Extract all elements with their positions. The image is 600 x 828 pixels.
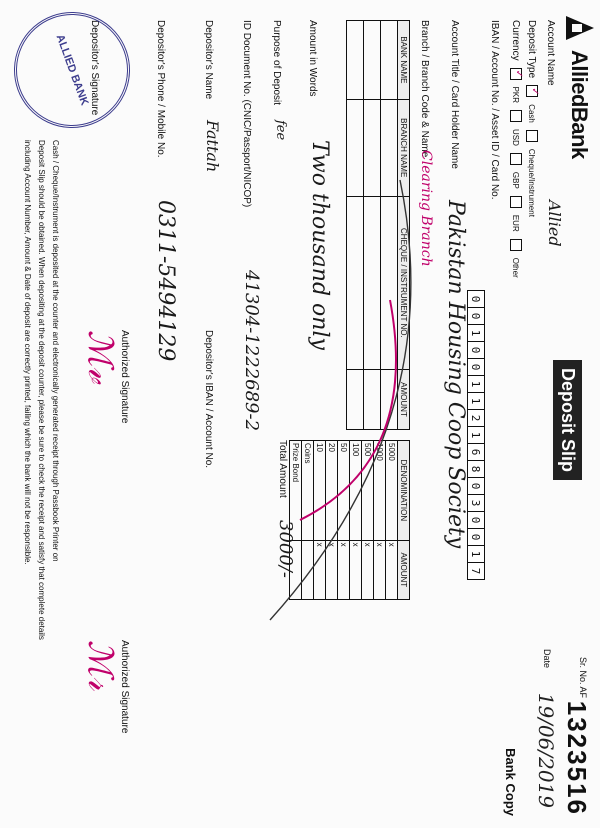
col-amount: AMOUNT bbox=[398, 370, 410, 430]
cnic-value: 41304-1222689-2 bbox=[241, 270, 262, 432]
footer-line-3: including Account Number, Amount & Date of deposit are correctly printed, failing which the bank will not be responsible. bbox=[23, 140, 32, 565]
deposit-option-cheque: Cheque/Instrument bbox=[527, 148, 537, 217]
iban-digit-box[interactable]: 1 bbox=[467, 426, 485, 444]
denomination-multiplier: x bbox=[362, 540, 374, 599]
denomination-note: Prize Bond bbox=[290, 441, 302, 541]
currency-option-usd: USD bbox=[511, 129, 521, 146]
denomination-multiplier: x bbox=[386, 540, 398, 599]
denomination-note: 500 bbox=[362, 441, 374, 541]
depositor-name-label: Depositor's Name bbox=[203, 20, 214, 100]
words-value: Two thousand only bbox=[307, 140, 332, 350]
account-title-value: Pakistan Housing Coop Society bbox=[443, 200, 468, 549]
authorized-signature: ℳ𝓋 bbox=[80, 330, 120, 384]
denomination-note: 10 bbox=[314, 441, 326, 541]
slip-title: Deposit Slip bbox=[553, 360, 582, 480]
iban-digit-box[interactable]: 0 bbox=[467, 307, 485, 325]
iban-digit-box[interactable]: 1 bbox=[467, 375, 485, 393]
auth-sig-label: Authorized Signature bbox=[119, 330, 130, 424]
depositor-iban-label: Depositor's IBAN / Account No. bbox=[203, 330, 214, 469]
iban-digit-box[interactable]: 0 bbox=[467, 511, 485, 529]
iban-digit-box[interactable]: 1 bbox=[467, 545, 485, 563]
iban-digit-box[interactable]: 1 bbox=[467, 324, 485, 342]
col-branch-name: BRANCH NAME bbox=[398, 99, 410, 196]
cnic-label: ID Document No. (CNIC/Passport/NICOP) bbox=[241, 20, 252, 208]
iban-digit-box[interactable]: 0 bbox=[467, 358, 485, 376]
col-denomination: DENOMINATION bbox=[398, 441, 410, 541]
denomination-multiplier: x bbox=[338, 540, 350, 599]
currency-option-pkr: PKR bbox=[511, 86, 521, 104]
auth-sig-label-2: Authorized Signature bbox=[119, 640, 130, 734]
iban-digit-box[interactable]: 6 bbox=[467, 443, 485, 461]
col-bank-name: BANK NAME bbox=[398, 21, 410, 100]
denomination-note: 5000 bbox=[386, 441, 398, 541]
authorized-signature-2: ℳ𝓇 bbox=[80, 640, 120, 691]
iban-digit-box[interactable]: 0 bbox=[467, 290, 485, 308]
footer-line-2: Deposit Slip should be obtained. When depositing at the deposit counter, please be sure to check the receipt and satisfy that complete details bbox=[37, 140, 46, 640]
denomination-note: 100 bbox=[350, 441, 362, 541]
stamp-text: ALLIED BANK bbox=[53, 32, 91, 108]
denomination-multiplier: x bbox=[314, 540, 326, 599]
account-title-label: Account Title / Card Holder Name bbox=[449, 20, 460, 169]
serial-prefix: Sr. No. AF bbox=[578, 656, 588, 698]
denomination-multiplier: x bbox=[326, 540, 338, 599]
iban-digit-box[interactable]: 7 bbox=[467, 562, 485, 580]
account-name-value: Allied bbox=[545, 200, 564, 247]
iban-digit-box[interactable]: 0 bbox=[467, 477, 485, 495]
magenta-pen-stroke bbox=[300, 300, 396, 520]
iban-digit-box[interactable]: 3 bbox=[467, 494, 485, 512]
diagonal-pen-stroke bbox=[270, 180, 411, 620]
iban-digit-box[interactable]: 8 bbox=[467, 460, 485, 478]
words-label: Amount in Words bbox=[307, 20, 318, 97]
total-label: Total Amount bbox=[277, 440, 288, 498]
denomination-note: 1000 bbox=[374, 441, 386, 541]
denomination-note: Coins bbox=[302, 441, 314, 541]
purpose-label: Purpose of Deposit bbox=[271, 20, 282, 106]
branch-value: Clearing Branch bbox=[418, 150, 434, 267]
iban-digit-box[interactable]: 1 bbox=[467, 392, 485, 410]
iban-digit-box[interactable]: 0 bbox=[467, 528, 485, 546]
branch-label: Branch / Branch Code & Name bbox=[419, 20, 430, 158]
footer-line-1: Cash / Cheque/Instrument is deposited at the counter and electronically generated receipt through Passbook Printer on bbox=[51, 140, 60, 562]
denomination-note: 50 bbox=[338, 441, 350, 541]
currency-option-other: Other bbox=[511, 257, 521, 278]
account-name-label: Account Name bbox=[545, 20, 556, 86]
currency-option-eur: EUR bbox=[511, 214, 521, 232]
currency-label: Currency bbox=[510, 20, 522, 61]
phone-label: Depositor's Phone / Mobile No. bbox=[155, 20, 166, 158]
date-value: 19/06/2019 bbox=[534, 692, 558, 808]
col-instrument-no: CHEQUE / INSTRUMENT NO. bbox=[398, 196, 410, 369]
serial-number: 1323516 bbox=[562, 700, 592, 816]
phone-value: 0311-5494129 bbox=[153, 200, 178, 362]
denomination-note: 20 bbox=[326, 441, 338, 541]
iban-digit-box[interactable]: 0 bbox=[467, 341, 485, 359]
date-label: Date bbox=[542, 648, 552, 668]
iban-label: IBAN / Account No. / Asset ID / Card No. bbox=[489, 20, 500, 200]
depositor-sig-label: Depositor's Signature bbox=[89, 20, 100, 116]
depositor-name-value: Fattah bbox=[203, 120, 222, 173]
bank-name: AlliedBank bbox=[567, 50, 592, 159]
deposit-type-label: Deposit Type bbox=[526, 20, 538, 79]
denomination-multiplier: x bbox=[350, 540, 362, 599]
purpose-value: fee bbox=[273, 120, 288, 141]
currency-option-gbp: GBP bbox=[511, 171, 521, 189]
deposit-option-cash: Cash bbox=[527, 104, 537, 123]
iban-digit-box[interactable]: 2 bbox=[467, 409, 485, 427]
denomination-multiplier: x bbox=[374, 540, 386, 599]
total-value: 3000/- bbox=[275, 520, 296, 578]
copy-label: Bank Copy bbox=[503, 748, 518, 816]
col-denom-amount: AMOUNT bbox=[398, 540, 410, 599]
